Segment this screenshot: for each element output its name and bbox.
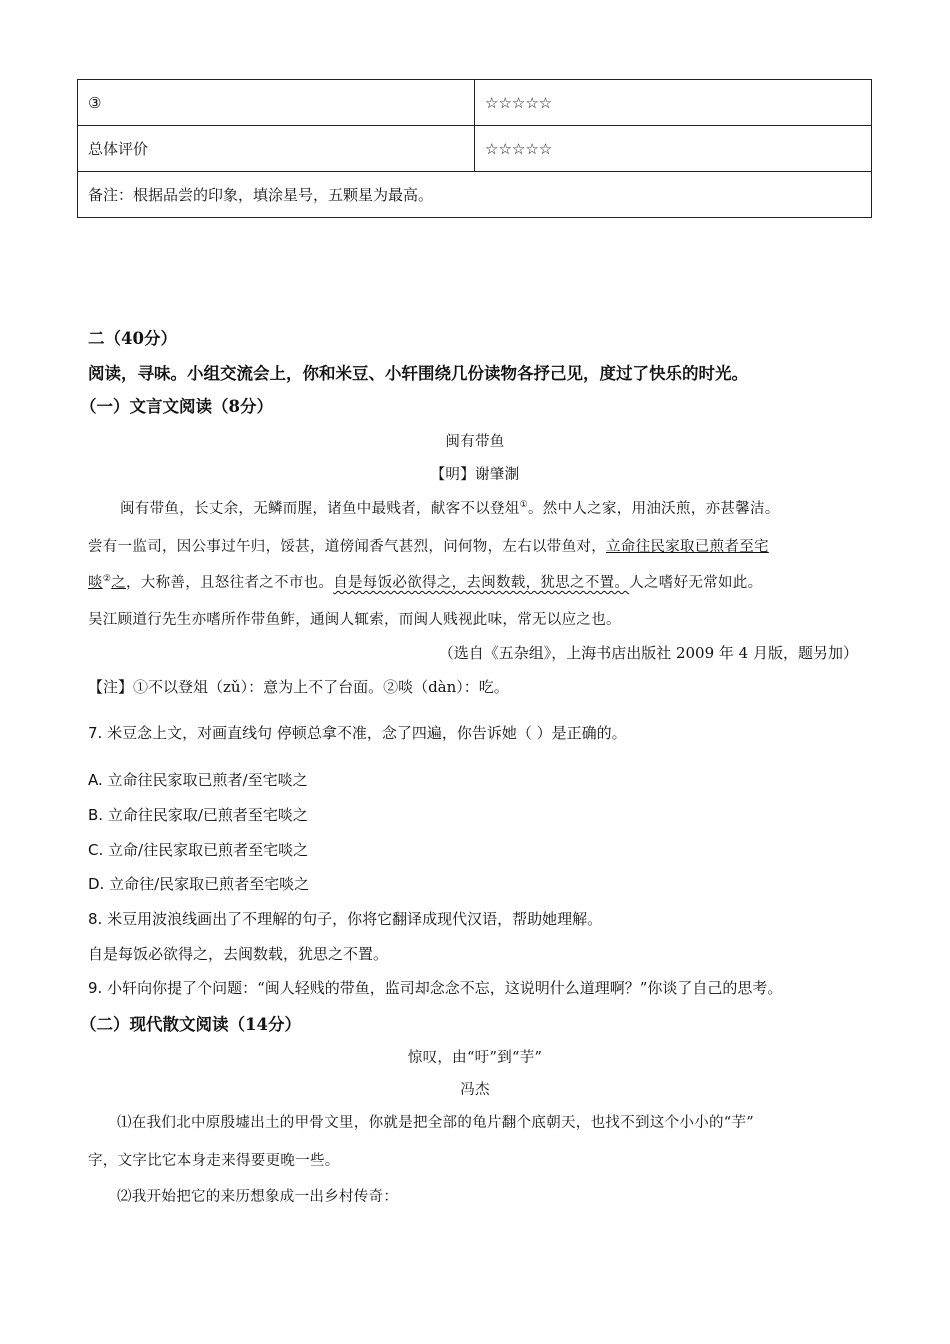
question-text: 米豆念上文，对画直线句 停顿总拿不准，念了四遍，你告诉她（ ）是正确的。: [107, 724, 627, 742]
paragraph-1-line-1: ⑴在我们北中原殷墟出土的甲骨文里，你就是把全部的龟片翻个底朝天，也找不到这个小小的“芋”: [117, 1115, 755, 1131]
underlined-sentence: 立命往民家取已煎者至宅: [606, 539, 769, 555]
part1-heading: （一）文言文阅读（8分）: [80, 397, 273, 416]
question-number: 9.: [88, 979, 103, 997]
classical-line-1: [120, 497, 780, 518]
option-key: C.: [88, 841, 104, 859]
option-key: B.: [88, 806, 104, 824]
option-text: 立命往民家取已煎者/至宅啖之: [107, 771, 308, 789]
classical-line-3: [88, 571, 762, 592]
modern-title: 惊叹，由“吁”到“芋”: [407, 1050, 543, 1066]
question-text: 米豆用波浪线画出了不理解的句子，你将它翻译成现代汉语，帮助她理解。: [107, 910, 603, 928]
classical-line-2: [88, 535, 769, 556]
wavy-underlined-sentence: 自是每饭必欲得之，去闽数载，犹思之不置。: [333, 575, 630, 591]
footnote-mark: ②: [102, 574, 112, 585]
table-cell-label: ③: [78, 80, 475, 126]
question-8: [88, 908, 602, 929]
section-heading: 二（40分）: [88, 329, 177, 348]
footnote-mark: ①: [519, 500, 528, 511]
underlined-sentence: 之: [111, 575, 126, 591]
question-8-sentence: 自是每饭必欲得之，去闽数载，犹思之不置。: [88, 945, 389, 963]
classical-source: （选自《五杂组》，上海书店出版社 2009 年 4 月版，题另加）: [438, 644, 858, 662]
question-number: 8.: [88, 910, 103, 928]
underlined-sentence: 啖: [88, 575, 103, 591]
rating-table: [77, 79, 872, 218]
option-d[interactable]: [88, 873, 309, 894]
classical-title: 闽有带鱼: [445, 434, 505, 450]
question-text: 小轩向你提了个问题：“闽人轻贱的带鱼，监司却念念不忘，这说明什么道理啊？”你谈了自己的思考。: [107, 979, 783, 997]
option-c[interactable]: [88, 839, 308, 860]
text-span: 人之嗜好无常如此。: [629, 575, 763, 591]
part2-heading: （二）现代散文阅读（14分）: [80, 1015, 301, 1034]
option-b[interactable]: [88, 804, 308, 825]
classical-footnote: 【注】①不以登俎（zǔ）：意为上不了台面。②啖（dàn）：吃。: [88, 678, 509, 696]
option-text: 立命往/民家取已煎者至宅啖之: [109, 875, 310, 893]
option-a[interactable]: [88, 769, 308, 790]
question-number: 7.: [88, 724, 103, 742]
option-key: D.: [88, 875, 105, 893]
classical-line-4: 吴江顾道行先生亦嗜所作带鱼鲊，通闽人辄索，而闽人贱视此味，常无以应之也。: [88, 612, 621, 628]
option-text: 立命往民家取/已煎者至宅啖之: [107, 806, 308, 824]
star-rating[interactable]: ☆☆☆☆☆: [475, 80, 872, 126]
text-span: 闽有带鱼，长丈余，无鳞而腥，诸鱼中最贱者，献客不以登俎: [120, 501, 520, 517]
modern-author: 冯杰: [460, 1082, 490, 1098]
option-text: 立命/往民家取已煎者至宅啖之: [108, 841, 309, 859]
question-7: [88, 722, 627, 743]
text-span: 尝有一监司，因公事过午归，馁甚，道傍闻香气甚烈，问何物，左右以带鱼对，: [88, 539, 606, 555]
text-span: 。然中人之家，用油沃煎，亦甚馨洁。: [527, 501, 780, 517]
table-cell-label: 总体评价: [78, 126, 475, 172]
table-row: [78, 126, 872, 172]
star-rating[interactable]: ☆☆☆☆☆: [475, 126, 872, 172]
paragraph-1-line-2: 字，文字比它本身走来得要更晚一些。: [88, 1153, 340, 1169]
text-span: ，大称善，且怒往者之不市也。: [126, 575, 334, 591]
table-row: [78, 80, 872, 126]
question-9: [88, 977, 782, 998]
classical-author: 【明】谢肇淛: [430, 467, 520, 483]
table-row: [78, 172, 872, 218]
option-key: A.: [88, 771, 103, 789]
paragraph-2: ⑵我开始把它的来历想象成一出乡村传奇：: [117, 1189, 399, 1205]
section-intro: 阅读，寻味。小组交流会上，你和米豆、小轩围绕几份读物各抒己见，度过了快乐的时光。: [88, 364, 748, 383]
table-note: 备注：根据品尝的印象，填涂星号，五颗星为最高。: [78, 172, 872, 218]
